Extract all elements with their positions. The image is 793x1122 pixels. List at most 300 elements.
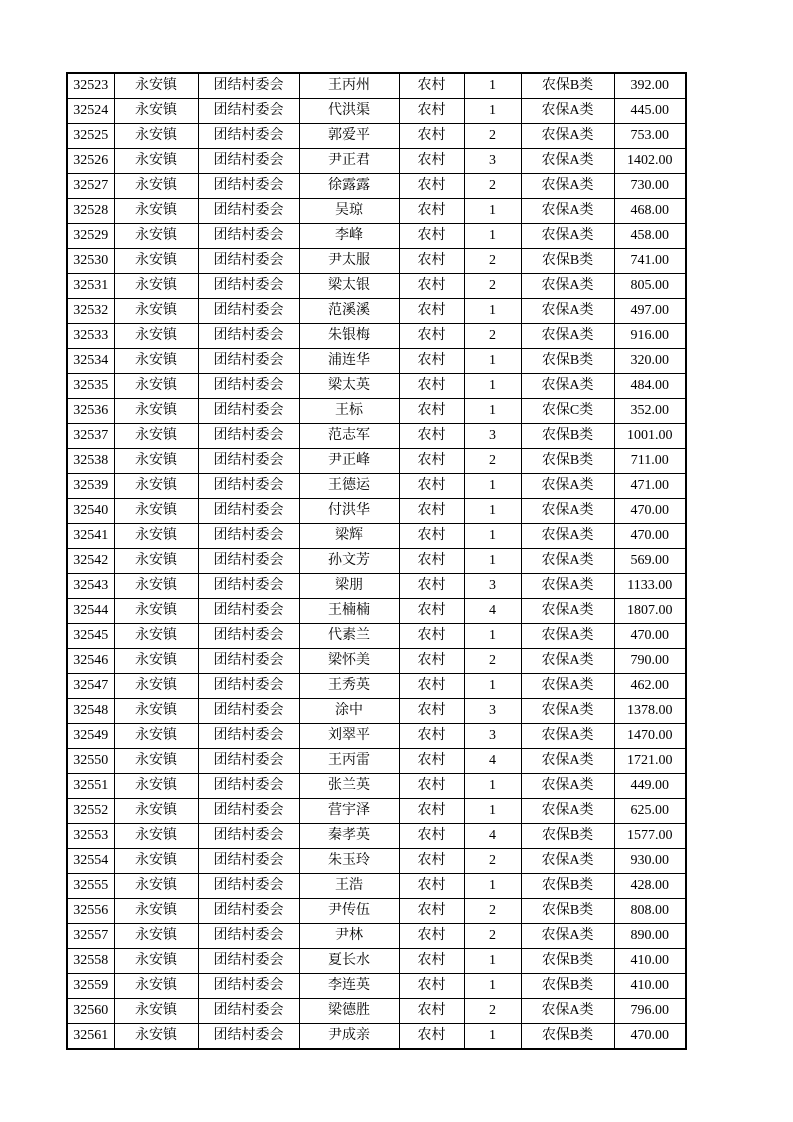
table-cell: 3 (464, 574, 521, 599)
table-cell: 农保A类 (521, 124, 614, 149)
table-cell: 农保A类 (521, 774, 614, 799)
table-cell: 永安镇 (114, 574, 198, 599)
table-cell: 4 (464, 749, 521, 774)
table-cell: 320.00 (614, 349, 686, 374)
table-cell: 农村 (399, 124, 464, 149)
table-cell: 805.00 (614, 274, 686, 299)
table-cell: 32551 (67, 774, 114, 799)
table-cell: 永安镇 (114, 599, 198, 624)
table-cell: 范溪溪 (299, 299, 399, 324)
table-cell: 农村 (399, 174, 464, 199)
table-cell: 32526 (67, 149, 114, 174)
table-cell: 张兰英 (299, 774, 399, 799)
table-cell: 团结村委会 (198, 149, 299, 174)
table-cell: 2 (464, 274, 521, 299)
table-cell: 团结村委会 (198, 724, 299, 749)
table-cell: 1721.00 (614, 749, 686, 774)
table-cell: 农保B类 (521, 949, 614, 974)
table-cell: 农保B类 (521, 899, 614, 924)
table-cell: 农保A类 (521, 599, 614, 624)
table-cell: 2 (464, 999, 521, 1024)
table-cell: 浦连华 (299, 349, 399, 374)
table-cell: 449.00 (614, 774, 686, 799)
table-cell: 470.00 (614, 1024, 686, 1050)
table-cell: 458.00 (614, 224, 686, 249)
table-cell: 890.00 (614, 924, 686, 949)
table-cell: 1378.00 (614, 699, 686, 724)
table-cell: 团结村委会 (198, 124, 299, 149)
table-cell: 永安镇 (114, 149, 198, 174)
table-cell: 农保A类 (521, 224, 614, 249)
table-cell: 569.00 (614, 549, 686, 574)
table-cell: 32533 (67, 324, 114, 349)
table-cell: 462.00 (614, 674, 686, 699)
table-cell: 农保A类 (521, 999, 614, 1024)
table-cell: 农村 (399, 324, 464, 349)
table-cell: 团结村委会 (198, 674, 299, 699)
table-row (67, 649, 686, 674)
table-cell: 王德运 (299, 474, 399, 499)
table-cell: 永安镇 (114, 524, 198, 549)
table-cell: 农保B类 (521, 349, 614, 374)
table-cell: 农保A类 (521, 474, 614, 499)
table-cell: 农村 (399, 649, 464, 674)
table-cell: 32561 (67, 1024, 114, 1050)
table-cell: 1 (464, 349, 521, 374)
table-row (67, 824, 686, 849)
table-cell: 1 (464, 374, 521, 399)
table-cell: 农村 (399, 474, 464, 499)
table-cell: 1 (464, 1024, 521, 1050)
table-row (67, 149, 686, 174)
table-cell: 农保B类 (521, 824, 614, 849)
table-cell: 王浩 (299, 874, 399, 899)
table-cell: 32537 (67, 424, 114, 449)
table-cell: 永安镇 (114, 999, 198, 1024)
table-cell: 团结村委会 (198, 249, 299, 274)
table-cell: 团结村委会 (198, 824, 299, 849)
table-cell: 尹太服 (299, 249, 399, 274)
table-cell: 32534 (67, 349, 114, 374)
table-cell: 808.00 (614, 899, 686, 924)
table-cell: 32555 (67, 874, 114, 899)
table-cell: 32557 (67, 924, 114, 949)
table-cell: 永安镇 (114, 849, 198, 874)
benefits-table (66, 72, 687, 1050)
table-cell: 团结村委会 (198, 99, 299, 124)
table-cell: 秦孝英 (299, 824, 399, 849)
table-row (67, 99, 686, 124)
table-row (67, 524, 686, 549)
table-cell: 李连英 (299, 974, 399, 999)
table-cell: 3 (464, 149, 521, 174)
table-cell: 农村 (399, 349, 464, 374)
table-cell: 1 (464, 499, 521, 524)
table-cell: 1402.00 (614, 149, 686, 174)
table-cell: 农村 (399, 874, 464, 899)
table-cell: 农保A类 (521, 574, 614, 599)
table-cell: 团结村委会 (198, 224, 299, 249)
table-cell: 916.00 (614, 324, 686, 349)
table-cell: 付洪华 (299, 499, 399, 524)
table-cell: 468.00 (614, 199, 686, 224)
table-cell: 730.00 (614, 174, 686, 199)
table-cell: 410.00 (614, 974, 686, 999)
table-cell: 永安镇 (114, 224, 198, 249)
table-cell: 2 (464, 449, 521, 474)
table-cell: 32536 (67, 399, 114, 424)
table-cell: 永安镇 (114, 474, 198, 499)
table-cell: 农保A类 (521, 149, 614, 174)
table-cell: 农村 (399, 224, 464, 249)
table-cell: 农保A类 (521, 324, 614, 349)
table-cell: 2 (464, 124, 521, 149)
table-cell: 711.00 (614, 449, 686, 474)
table-body (67, 73, 686, 1049)
table-cell: 农村 (399, 274, 464, 299)
table-cell: 永安镇 (114, 124, 198, 149)
table-row (67, 774, 686, 799)
table-cell: 392.00 (614, 73, 686, 99)
table-cell: 永安镇 (114, 73, 198, 99)
table-row (67, 849, 686, 874)
table-cell: 32529 (67, 224, 114, 249)
table-cell: 永安镇 (114, 799, 198, 824)
table-cell: 1 (464, 99, 521, 124)
table-cell: 445.00 (614, 99, 686, 124)
table-cell: 32527 (67, 174, 114, 199)
table-row (67, 549, 686, 574)
table-cell: 团结村委会 (198, 874, 299, 899)
table-cell: 农保A类 (521, 749, 614, 774)
table-cell: 永安镇 (114, 374, 198, 399)
table-cell: 团结村委会 (198, 524, 299, 549)
table-cell: 梁太英 (299, 374, 399, 399)
table-cell: 农保B类 (521, 874, 614, 899)
table-cell: 32539 (67, 474, 114, 499)
table-cell: 32538 (67, 449, 114, 474)
table-cell: 32524 (67, 99, 114, 124)
table-cell: 夏长水 (299, 949, 399, 974)
table-cell: 农村 (399, 924, 464, 949)
table-cell: 1807.00 (614, 599, 686, 624)
table-cell: 1 (464, 874, 521, 899)
table-cell: 农村 (399, 999, 464, 1024)
table-cell: 3 (464, 724, 521, 749)
table-cell: 永安镇 (114, 399, 198, 424)
table-cell: 农村 (399, 949, 464, 974)
table-row (67, 674, 686, 699)
table-cell: 1 (464, 624, 521, 649)
table-cell: 农村 (399, 1024, 464, 1050)
table-cell: 32553 (67, 824, 114, 849)
table-cell: 32528 (67, 199, 114, 224)
table-cell: 团结村委会 (198, 349, 299, 374)
table-cell: 永安镇 (114, 1024, 198, 1050)
table-cell: 永安镇 (114, 824, 198, 849)
table-cell: 农保A类 (521, 924, 614, 949)
table-cell: 团结村委会 (198, 324, 299, 349)
table-row (67, 999, 686, 1024)
table-cell: 团结村委会 (198, 849, 299, 874)
table-cell: 农村 (399, 524, 464, 549)
table-cell: 1 (464, 399, 521, 424)
table-cell: 团结村委会 (198, 474, 299, 499)
table-cell: 团结村委会 (198, 999, 299, 1024)
table-cell: 农村 (399, 399, 464, 424)
table-cell: 625.00 (614, 799, 686, 824)
table-cell: 团结村委会 (198, 274, 299, 299)
table-cell: 410.00 (614, 949, 686, 974)
table-cell: 32544 (67, 599, 114, 624)
table-cell: 农村 (399, 374, 464, 399)
table-cell: 2 (464, 174, 521, 199)
table-row (67, 374, 686, 399)
table-cell: 农保A类 (521, 699, 614, 724)
table-cell: 农村 (399, 724, 464, 749)
table-cell: 1133.00 (614, 574, 686, 599)
table-cell: 永安镇 (114, 899, 198, 924)
table-cell: 497.00 (614, 299, 686, 324)
table-cell: 1577.00 (614, 824, 686, 849)
table-cell: 尹林 (299, 924, 399, 949)
table-cell: 团结村委会 (198, 699, 299, 724)
table-cell: 农村 (399, 73, 464, 99)
table-cell: 32552 (67, 799, 114, 824)
table-cell: 王丙雷 (299, 749, 399, 774)
table-cell: 1 (464, 73, 521, 99)
table-cell: 范志军 (299, 424, 399, 449)
table-cell: 农保A类 (521, 274, 614, 299)
table-cell: 团结村委会 (198, 649, 299, 674)
table-cell: 永安镇 (114, 249, 198, 274)
table-cell: 团结村委会 (198, 174, 299, 199)
table-cell: 永安镇 (114, 324, 198, 349)
table-cell: 32531 (67, 274, 114, 299)
table-cell: 农保A类 (521, 499, 614, 524)
table-cell: 2 (464, 249, 521, 274)
table-cell: 永安镇 (114, 874, 198, 899)
table-row (67, 749, 686, 774)
table-row (67, 474, 686, 499)
table-cell: 2 (464, 849, 521, 874)
table-cell: 团结村委会 (198, 424, 299, 449)
table-cell: 孙文芳 (299, 549, 399, 574)
table-cell: 团结村委会 (198, 949, 299, 974)
table-row (67, 249, 686, 274)
table-cell: 32546 (67, 649, 114, 674)
table-cell: 农保B类 (521, 249, 614, 274)
table-row (67, 349, 686, 374)
table-cell: 农保A类 (521, 99, 614, 124)
table-cell: 团结村委会 (198, 624, 299, 649)
table-cell: 1 (464, 524, 521, 549)
table-cell: 农保B类 (521, 974, 614, 999)
table-cell: 4 (464, 599, 521, 624)
table-cell: 永安镇 (114, 274, 198, 299)
table-row (67, 624, 686, 649)
table-cell: 朱银梅 (299, 324, 399, 349)
table-cell: 32558 (67, 949, 114, 974)
table-cell: 32545 (67, 624, 114, 649)
table-cell: 郭爱平 (299, 124, 399, 149)
table-cell: 团结村委会 (198, 799, 299, 824)
table-cell: 农村 (399, 249, 464, 274)
table-cell: 1 (464, 674, 521, 699)
table-row (67, 699, 686, 724)
table-cell: 永安镇 (114, 349, 198, 374)
table-cell: 农村 (399, 449, 464, 474)
table-cell: 1 (464, 774, 521, 799)
table-cell: 3 (464, 699, 521, 724)
table-row (67, 1024, 686, 1050)
table-cell: 1 (464, 799, 521, 824)
table-row (67, 949, 686, 974)
table-cell: 470.00 (614, 524, 686, 549)
table-cell: 农村 (399, 824, 464, 849)
table-cell: 796.00 (614, 999, 686, 1024)
table-cell: 团结村委会 (198, 299, 299, 324)
table-cell: 团结村委会 (198, 974, 299, 999)
table-cell: 2 (464, 324, 521, 349)
table-cell: 32554 (67, 849, 114, 874)
table-cell: 1 (464, 224, 521, 249)
table-cell: 484.00 (614, 374, 686, 399)
table-cell: 团结村委会 (198, 374, 299, 399)
table-cell: 团结村委会 (198, 549, 299, 574)
table-cell: 农村 (399, 599, 464, 624)
table-cell: 32535 (67, 374, 114, 399)
table-row (67, 874, 686, 899)
table-row (67, 199, 686, 224)
table-cell: 428.00 (614, 874, 686, 899)
table-cell: 王楠楠 (299, 599, 399, 624)
table-cell: 吴琼 (299, 199, 399, 224)
table-cell: 470.00 (614, 624, 686, 649)
table-cell: 753.00 (614, 124, 686, 149)
table-row (67, 399, 686, 424)
table-cell: 永安镇 (114, 624, 198, 649)
table-cell: 团结村委会 (198, 574, 299, 599)
table-cell: 尹成亲 (299, 1024, 399, 1050)
table-cell: 永安镇 (114, 749, 198, 774)
table-cell: 尹正峰 (299, 449, 399, 474)
table-cell: 王标 (299, 399, 399, 424)
table-cell: 农村 (399, 699, 464, 724)
table-row (67, 499, 686, 524)
table-row (67, 449, 686, 474)
table-cell: 32540 (67, 499, 114, 524)
table-row (67, 724, 686, 749)
table-cell: 2 (464, 924, 521, 949)
table-cell: 农村 (399, 674, 464, 699)
table-cell: 团结村委会 (198, 73, 299, 99)
table-cell: 32548 (67, 699, 114, 724)
table-cell: 32543 (67, 574, 114, 599)
table-row (67, 324, 686, 349)
table-cell: 尹正君 (299, 149, 399, 174)
table-cell: 农保A类 (521, 649, 614, 674)
table-cell: 农村 (399, 624, 464, 649)
table-cell: 农保B类 (521, 1024, 614, 1050)
table-cell: 1 (464, 474, 521, 499)
table-cell: 32523 (67, 73, 114, 99)
table-cell: 永安镇 (114, 724, 198, 749)
table-cell: 1470.00 (614, 724, 686, 749)
table-cell: 2 (464, 649, 521, 674)
table-cell: 代素兰 (299, 624, 399, 649)
table-cell: 王秀英 (299, 674, 399, 699)
table-cell: 农保B类 (521, 449, 614, 474)
table-row (67, 73, 686, 99)
table-cell: 永安镇 (114, 99, 198, 124)
table-cell: 1 (464, 949, 521, 974)
table-cell: 尹传伍 (299, 899, 399, 924)
table-row (67, 899, 686, 924)
table-cell: 朱玉玲 (299, 849, 399, 874)
table-cell: 农村 (399, 799, 464, 824)
table-cell: 32559 (67, 974, 114, 999)
table-cell: 741.00 (614, 249, 686, 274)
table-cell: 团结村委会 (198, 499, 299, 524)
table-cell: 永安镇 (114, 699, 198, 724)
table-row (67, 924, 686, 949)
table-cell: 农村 (399, 499, 464, 524)
table-cell: 团结村委会 (198, 749, 299, 774)
table-cell: 农村 (399, 774, 464, 799)
table-cell: 农保A类 (521, 549, 614, 574)
table-cell: 涂中 (299, 699, 399, 724)
table-cell: 永安镇 (114, 449, 198, 474)
table-cell: 农村 (399, 299, 464, 324)
table-row (67, 174, 686, 199)
table-cell: 永安镇 (114, 549, 198, 574)
table-row (67, 274, 686, 299)
table-cell: 团结村委会 (198, 199, 299, 224)
table-row (67, 224, 686, 249)
table-cell: 农保A类 (521, 849, 614, 874)
table-cell: 团结村委会 (198, 774, 299, 799)
table-cell: 930.00 (614, 849, 686, 874)
table-cell: 永安镇 (114, 774, 198, 799)
table-cell: 32532 (67, 299, 114, 324)
table-cell: 1 (464, 299, 521, 324)
table-cell: 3 (464, 424, 521, 449)
table-cell: 永安镇 (114, 299, 198, 324)
table-cell: 农保B类 (521, 424, 614, 449)
table-cell: 永安镇 (114, 949, 198, 974)
table-cell: 32542 (67, 549, 114, 574)
table-cell: 471.00 (614, 474, 686, 499)
table-cell: 农村 (399, 149, 464, 174)
table-cell: 农村 (399, 974, 464, 999)
table-cell: 32525 (67, 124, 114, 149)
table-cell: 农保A类 (521, 174, 614, 199)
table-row (67, 424, 686, 449)
table-cell: 团结村委会 (198, 924, 299, 949)
table-cell: 32556 (67, 899, 114, 924)
table-cell: 梁辉 (299, 524, 399, 549)
table-row (67, 974, 686, 999)
table-cell: 2 (464, 899, 521, 924)
table-cell: 团结村委会 (198, 1024, 299, 1050)
table-cell: 梁太银 (299, 274, 399, 299)
table-cell: 农保A类 (521, 299, 614, 324)
table-cell: 代洪渠 (299, 99, 399, 124)
table-cell: 营宇泽 (299, 799, 399, 824)
table-cell: 团结村委会 (198, 399, 299, 424)
table-cell: 梁怀美 (299, 649, 399, 674)
